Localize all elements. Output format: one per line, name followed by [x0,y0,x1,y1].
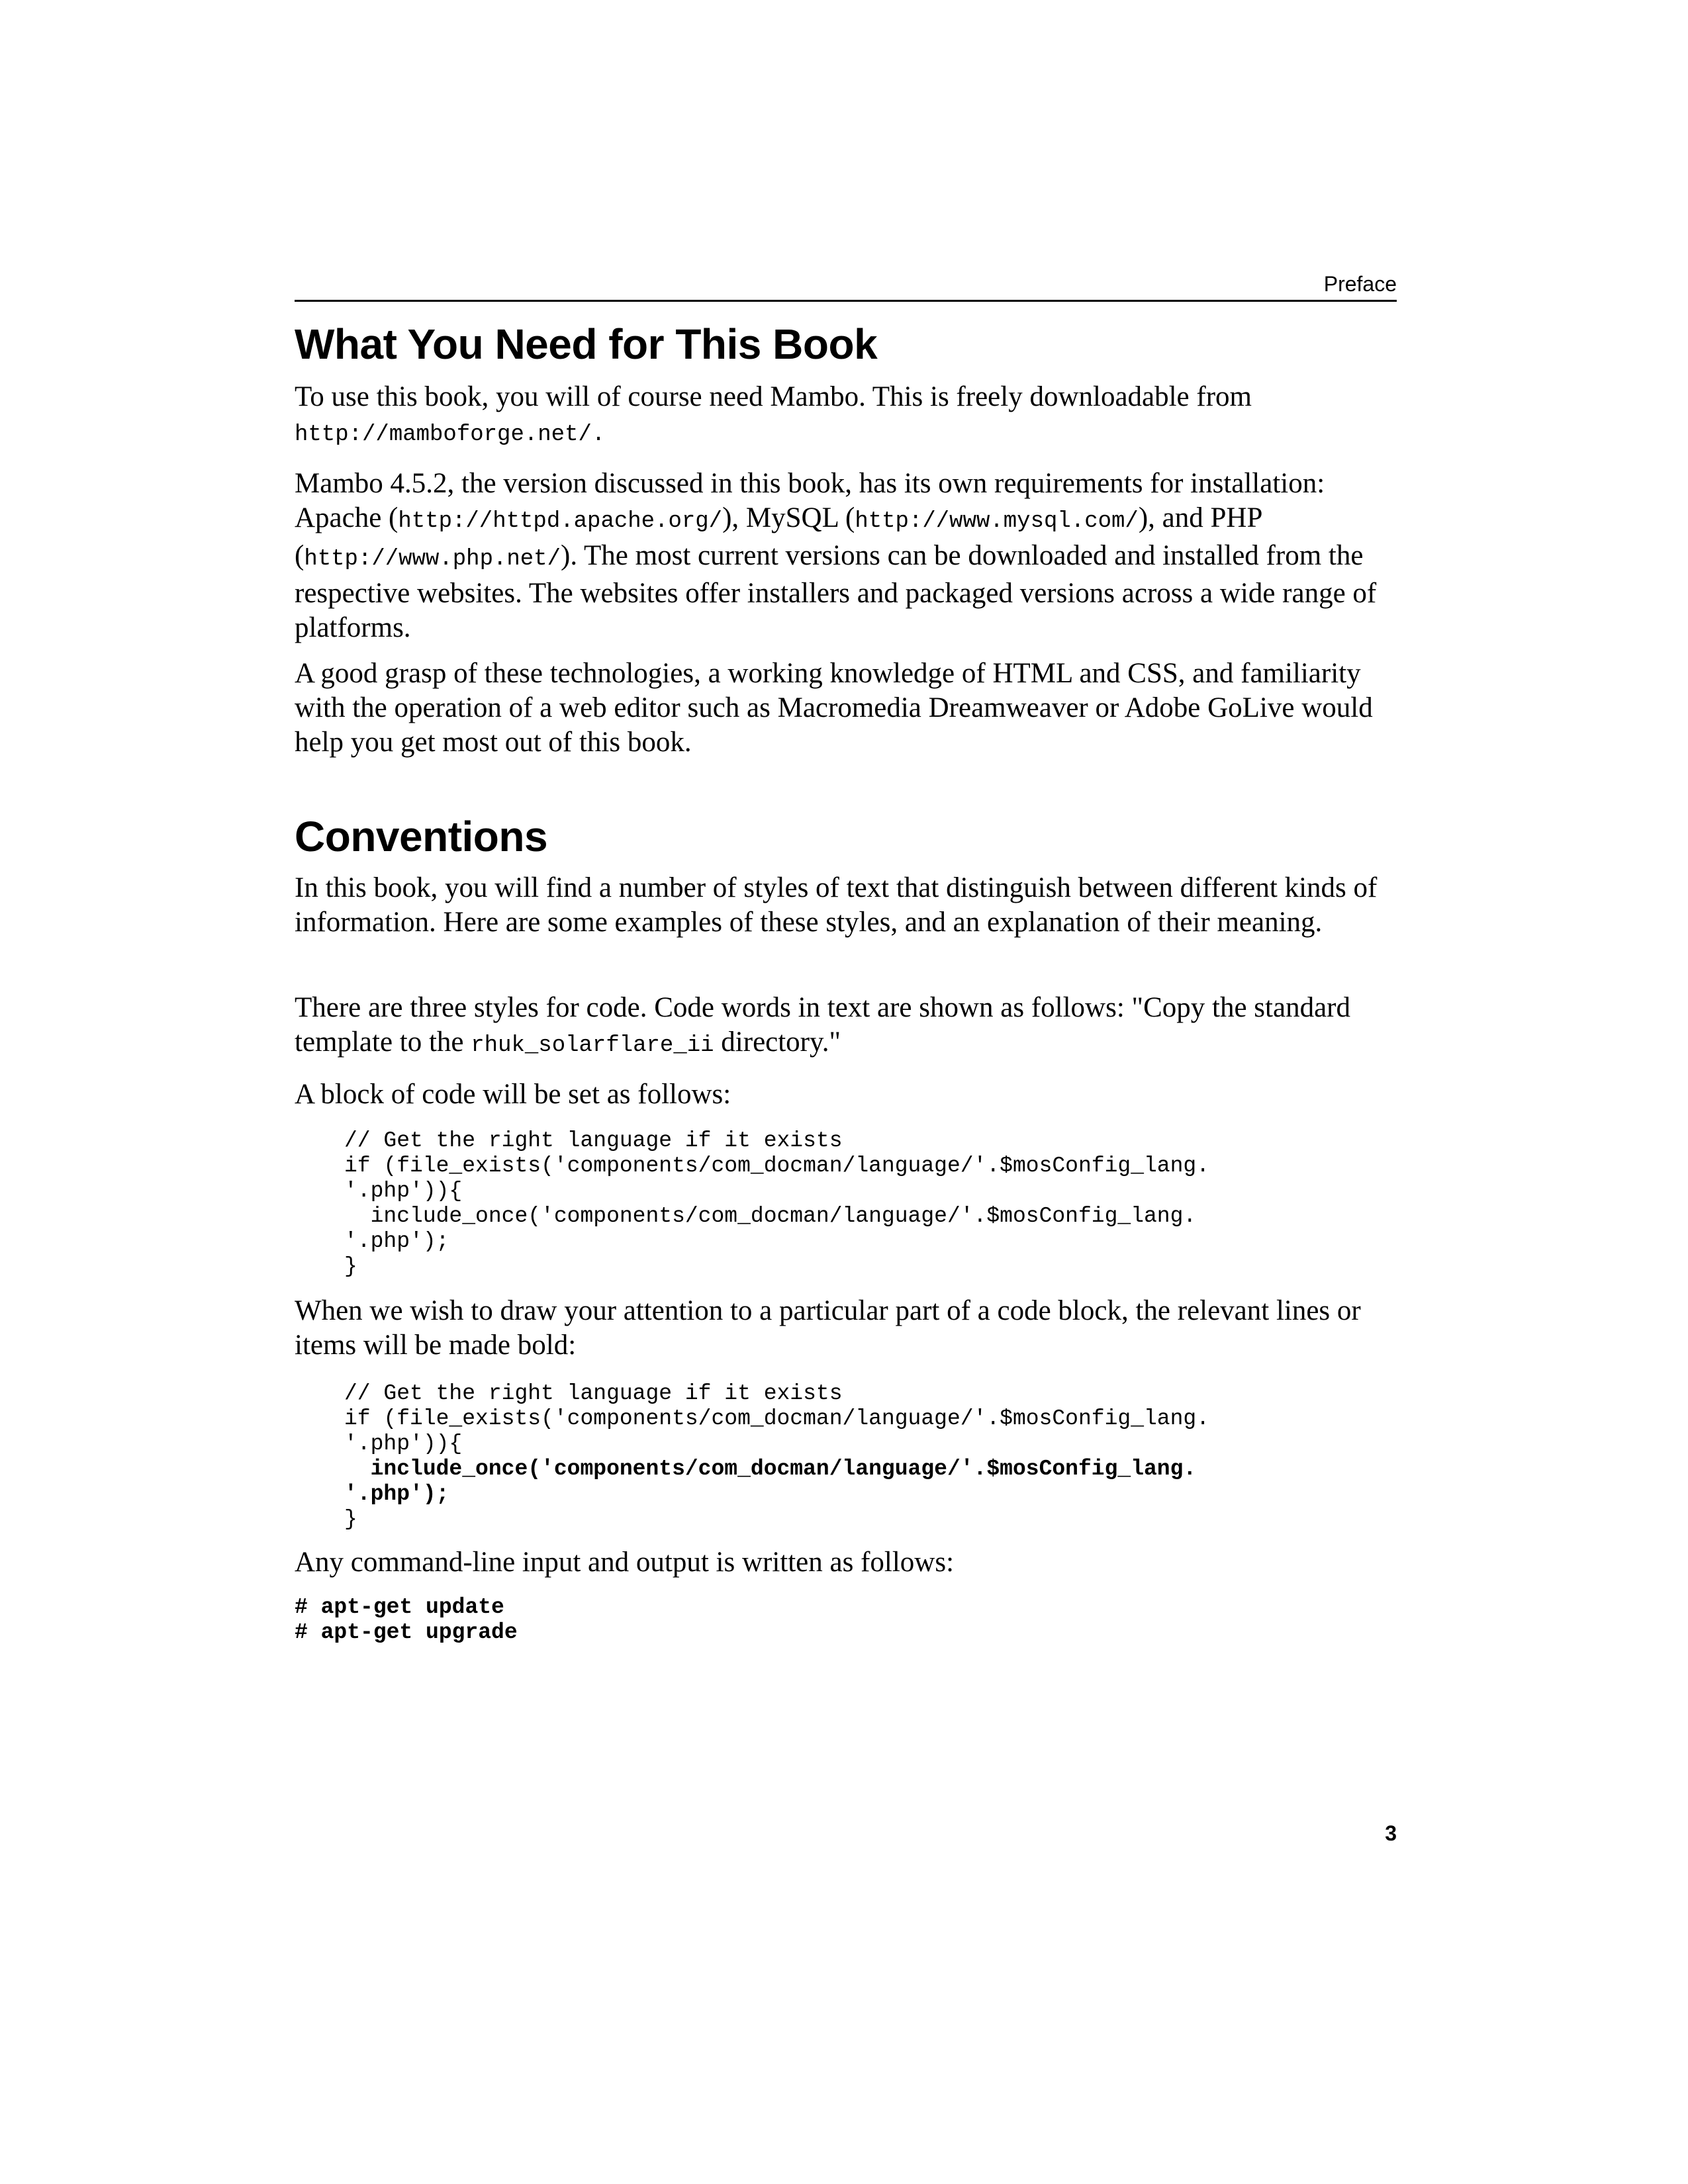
code-line: include_once('components/com_docman/language/'.$mosConfig_lang. [344,1204,1197,1228]
paragraph-code-block-intro: A block of code will be set as follows: [295,1079,731,1110]
mysql-url: http://www.mysql.com/ [855,509,1139,534]
section-heading-requirements: What You Need for This Book [295,320,878,368]
code-block-bold [344,1381,1209,1532]
mysql-prefix: ), MySQL ( [722,502,855,533]
code-line: } [344,1254,357,1279]
paragraph-download [295,380,1397,452]
code-styles-after: directory." [714,1026,841,1058]
code-line: '.php')){ [344,1432,463,1456]
code-line: '.php')){ [344,1179,463,1203]
code-line: if (file_exists('components/com_docman/language/'.$mosConfig_lang. [344,1406,1210,1431]
php-url: http://www.php.net/ [304,547,561,572]
code-line-bold: include_once('components/com_docman/language/'.$mosConfig_lang. [344,1457,1197,1481]
paragraph-knowledge: A good grasp of these technologies, a working knowledge of HTML and CSS, and familiarity with the operation of a web editor such as Macromedia Dreamweaver or Adobe GoLive would help you get most out of this book. [295,658,1373,758]
code-styles-before: There are three styles for code. Code words in text are shown as follows: "Copy the standard template to the [295,992,1350,1058]
code-line: '.php'); [344,1229,449,1253]
paragraph-command-intro: Any command-line input and output is written as follows: [295,1547,955,1578]
mamboforge-url: http://mamboforge.net/. [295,422,606,447]
section-heading-conventions: Conventions [295,813,548,860]
code-line: if (file_exists('components/com_docman/language/'.$mosConfig_lang. [344,1154,1210,1178]
paragraph-download-text: To use this book, you will of course need Mambo. This is freely downloadable from [295,381,1252,412]
command-line: # apt-get update [295,1595,504,1619]
requirements-line1: Mambo 4.5.2, the version discussed in this book, has its own requirements for installation: [295,468,1325,499]
command-line: # apt-get upgrade [295,1620,518,1645]
paragraph-bold-intro: When we wish to draw your attention to a particular part of a code block, the relevant lines or items will be made bold: [295,1295,1361,1361]
book-page [295,0,1397,2184]
paren-open: ( [295,540,305,571]
code-line: // Get the right language if it exists [344,1128,843,1153]
code-line-bold: '.php'); [344,1482,449,1506]
running-header: Preface [295,268,1397,302]
paragraph-requirements [295,467,1397,645]
inline-code-example: rhuk_solarflare_ii [471,1033,714,1058]
code-line: // Get the right language if it exists [344,1381,843,1406]
apache-prefix: Apache ( [295,502,399,533]
apache-url: http://httpd.apache.org/ [398,509,723,534]
page-number: 3 [1385,1821,1397,1845]
paragraph-code-styles [295,991,1397,1063]
command-line-block [295,1595,518,1645]
requirements-rest: ). The most current versions can be downloaded and installed from the respective websites. The websites offer installers and packaged versions across a wide range of platforms. [295,540,1377,643]
code-line: } [344,1507,357,1531]
code-block-normal [344,1128,1209,1279]
php-prefix: ), and PHP [1138,502,1263,533]
paragraph-styles-intro: In this book, you will find a number of styles of text that distinguish between different kinds of information. Here are some examples of these styles, and an explanation of their meaning. [295,872,1378,938]
